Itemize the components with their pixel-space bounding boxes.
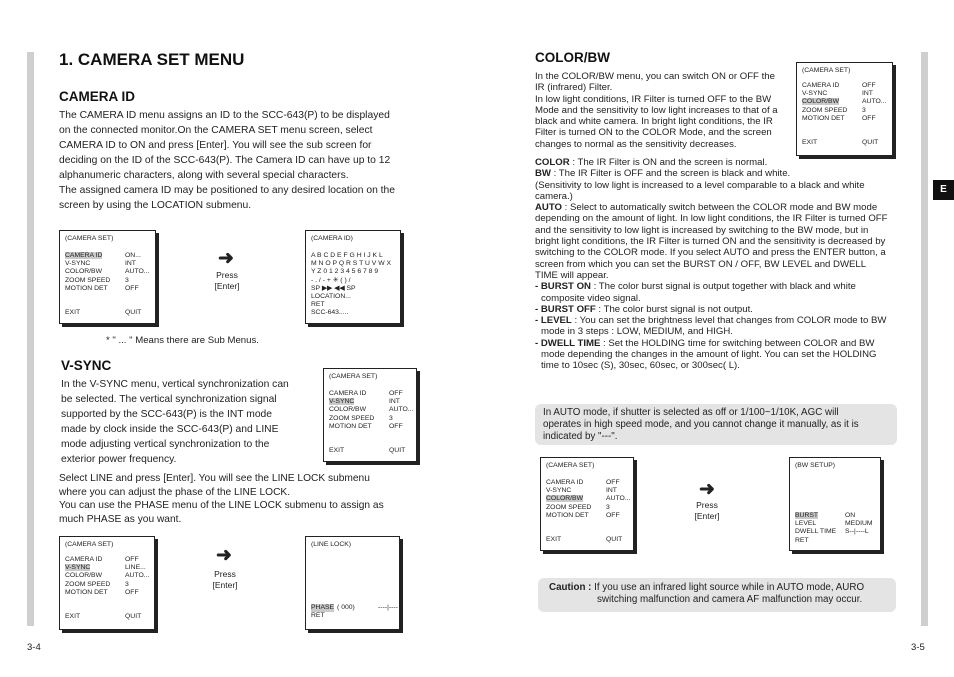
sub-menu-footnote: * " ... " Means there are Sub Menus. bbox=[106, 335, 259, 346]
arrow-right-icon: ➜ bbox=[699, 479, 715, 500]
line-lock-screen: (LINE LOCK) PHASE ( 000) ----|---- RET bbox=[305, 536, 400, 630]
bw-setup-screen: (BW SETUP) BURST ON LEVEL MEDIUM DWELL TIME S--|----L RET bbox=[789, 457, 881, 551]
colorbw-heading: COLOR/BW bbox=[535, 50, 610, 65]
colorbw-details: COLOR : The IR Filter is ON and the screen is normal. BW : The IR Filter is OFF and the screen is black and white. (Sensitivity to low light is increased to a level comparable to a black and white camera.) AUTO : Select to automatically switch between the COLOR mode and BW mode depending on the amount of light. In low light conditions, the IR Filter is turned OFF and the sensitivity to low light is increased by switching to the BW mode, but in bright light conditions, the IR Filter is turned ON and the sensitivity is decreased by switching to the COLOR mode. If you select AUTO and press the ENTER button, a screen from which you can set the BURST ON / OFF, BW LEVEL and DWELL TIME will appear. - BURST ON : The color burst signal is output together with black and white composite video signal. - BURST OFF : The color burst signal is not output. - LEVEL : You can set the brightness level that changes from COLOR mode to BW mode in 3 steps : LOW, MEDIUM, and HIGH. - DWELL TIME : Set the HOLDING time for switching between COLOR and BW mode depending the changes in the amount of light. You can set the HOLDING time to 10sec (S), 30sec, 60sec, or 300sec( L). bbox=[535, 157, 888, 372]
page-title: 1. CAMERA SET MENU bbox=[59, 50, 245, 69]
page-number-right: 3-5 bbox=[911, 642, 925, 653]
agc-note-box: In AUTO mode, if shutter is selected as off or 1/100~1/10K, AGC will operates in high speed mode, and you cannot change it manually, as it is indicated by "---". bbox=[535, 404, 897, 445]
vsync-text: In the V-SYNC menu, vertical synchronization can be selected. The vertical synchronization signal supported by the SCC-643(P) is the INT mode made by clock inside the SCC-643(P) and LINE mode adjusting vertical synchronization to the exterior power frequency. bbox=[61, 379, 289, 465]
camera-set-screen-line: (CAMERA SET) CAMERA ID OFF V-SYNC LINE... COLOR/BW AUTO... ZOOM SPEED 3 MOTION DET OFF EXIT QUIT bbox=[59, 536, 155, 630]
press-enter-label: Press [Enter] bbox=[214, 270, 240, 291]
camera-id-screen: (CAMERA ID) A B C D E F G H I J K L M N O P Q R S T U V W X Y Z 0 1 2 3 4 5 6 7 8 9 - . / - + ✳ ( ) / SP ▶▶ ◀◀ SP LOCATION... RET SCC-643..... bbox=[305, 230, 401, 324]
colorbw-intro: In the COLOR/BW menu, you can switch ON or OFF the IR (infrared) Filter. In low light conditions, IR Filter is turned OFF to the BW Mode and the sensitivity to low light increases to that of a black and white camera. In bright light conditions, the IR Filter is turned ON to the COLOR Mode, and the screen changes to normal as the sensitivity decreases. bbox=[535, 71, 778, 150]
arrow-right-icon: ➜ bbox=[218, 248, 234, 269]
camera-set-screen-colorbw: (CAMERA SET) CAMERA ID OFF V-SYNC INT COLOR/BW AUTO... ZOOM SPEED 3 MOTION DET OFF EXIT QUIT bbox=[796, 62, 893, 156]
camera-set-screen-1: (CAMERA SET) CAMERA ID ON... V-SYNC INT COLOR/BW AUTO... ZOOM SPEED 3 MOTION DET OFF EXIT QUIT bbox=[59, 230, 156, 324]
left-margin-bar bbox=[27, 52, 34, 626]
section-tab-e: E bbox=[933, 180, 954, 200]
press-enter-label: Press [Enter] bbox=[694, 500, 720, 521]
camera-set-screen-auto: (CAMERA SET) CAMERA ID OFF V-SYNC INT COLOR/BW AUTO... ZOOM SPEED 3 MOTION DET OFF EXIT QUIT bbox=[540, 457, 634, 551]
camera-id-text: The CAMERA ID menu assigns an ID to the SCC-643(P) to be displayed on the connected monitor.On the CAMERA SET menu screen, select CAMERA ID to ON and press [Enter]. You will see the sub screen for deciding on the ID of the SCC-643(P). The Camera ID can have up to 12 alphanumeric characters, along with several special characters. The assigned camera ID may be positioned to any desired location on the screen by using the LOCATION submenu. bbox=[59, 110, 395, 211]
arrow-right-icon: ➜ bbox=[216, 545, 232, 566]
page-number-left: 3-4 bbox=[27, 642, 41, 653]
press-enter-label: Press [Enter] bbox=[212, 569, 238, 590]
camera-set-screen-vsync: (CAMERA SET) CAMERA ID OFF V-SYNC INT COLOR/BW AUTO... ZOOM SPEED 3 MOTION DET OFF EXIT QUIT bbox=[323, 368, 417, 462]
right-margin-bar bbox=[921, 52, 928, 626]
line-lock-text: Select LINE and press [Enter]. You will see the LINE LOCK submenu where you can adjust the phase of the LINE LOCK. You can use the PHASE menu of the LINE LOCK submenu to assign as much PHASE as you want. bbox=[59, 473, 384, 525]
caution-box: Caution : If you use an infrared light source while in AUTO mode, AURO switching malfunction and camera AF malfunction may occur. bbox=[538, 578, 896, 612]
camera-id-heading: CAMERA ID bbox=[59, 89, 135, 104]
vsync-heading: V-SYNC bbox=[61, 358, 112, 373]
